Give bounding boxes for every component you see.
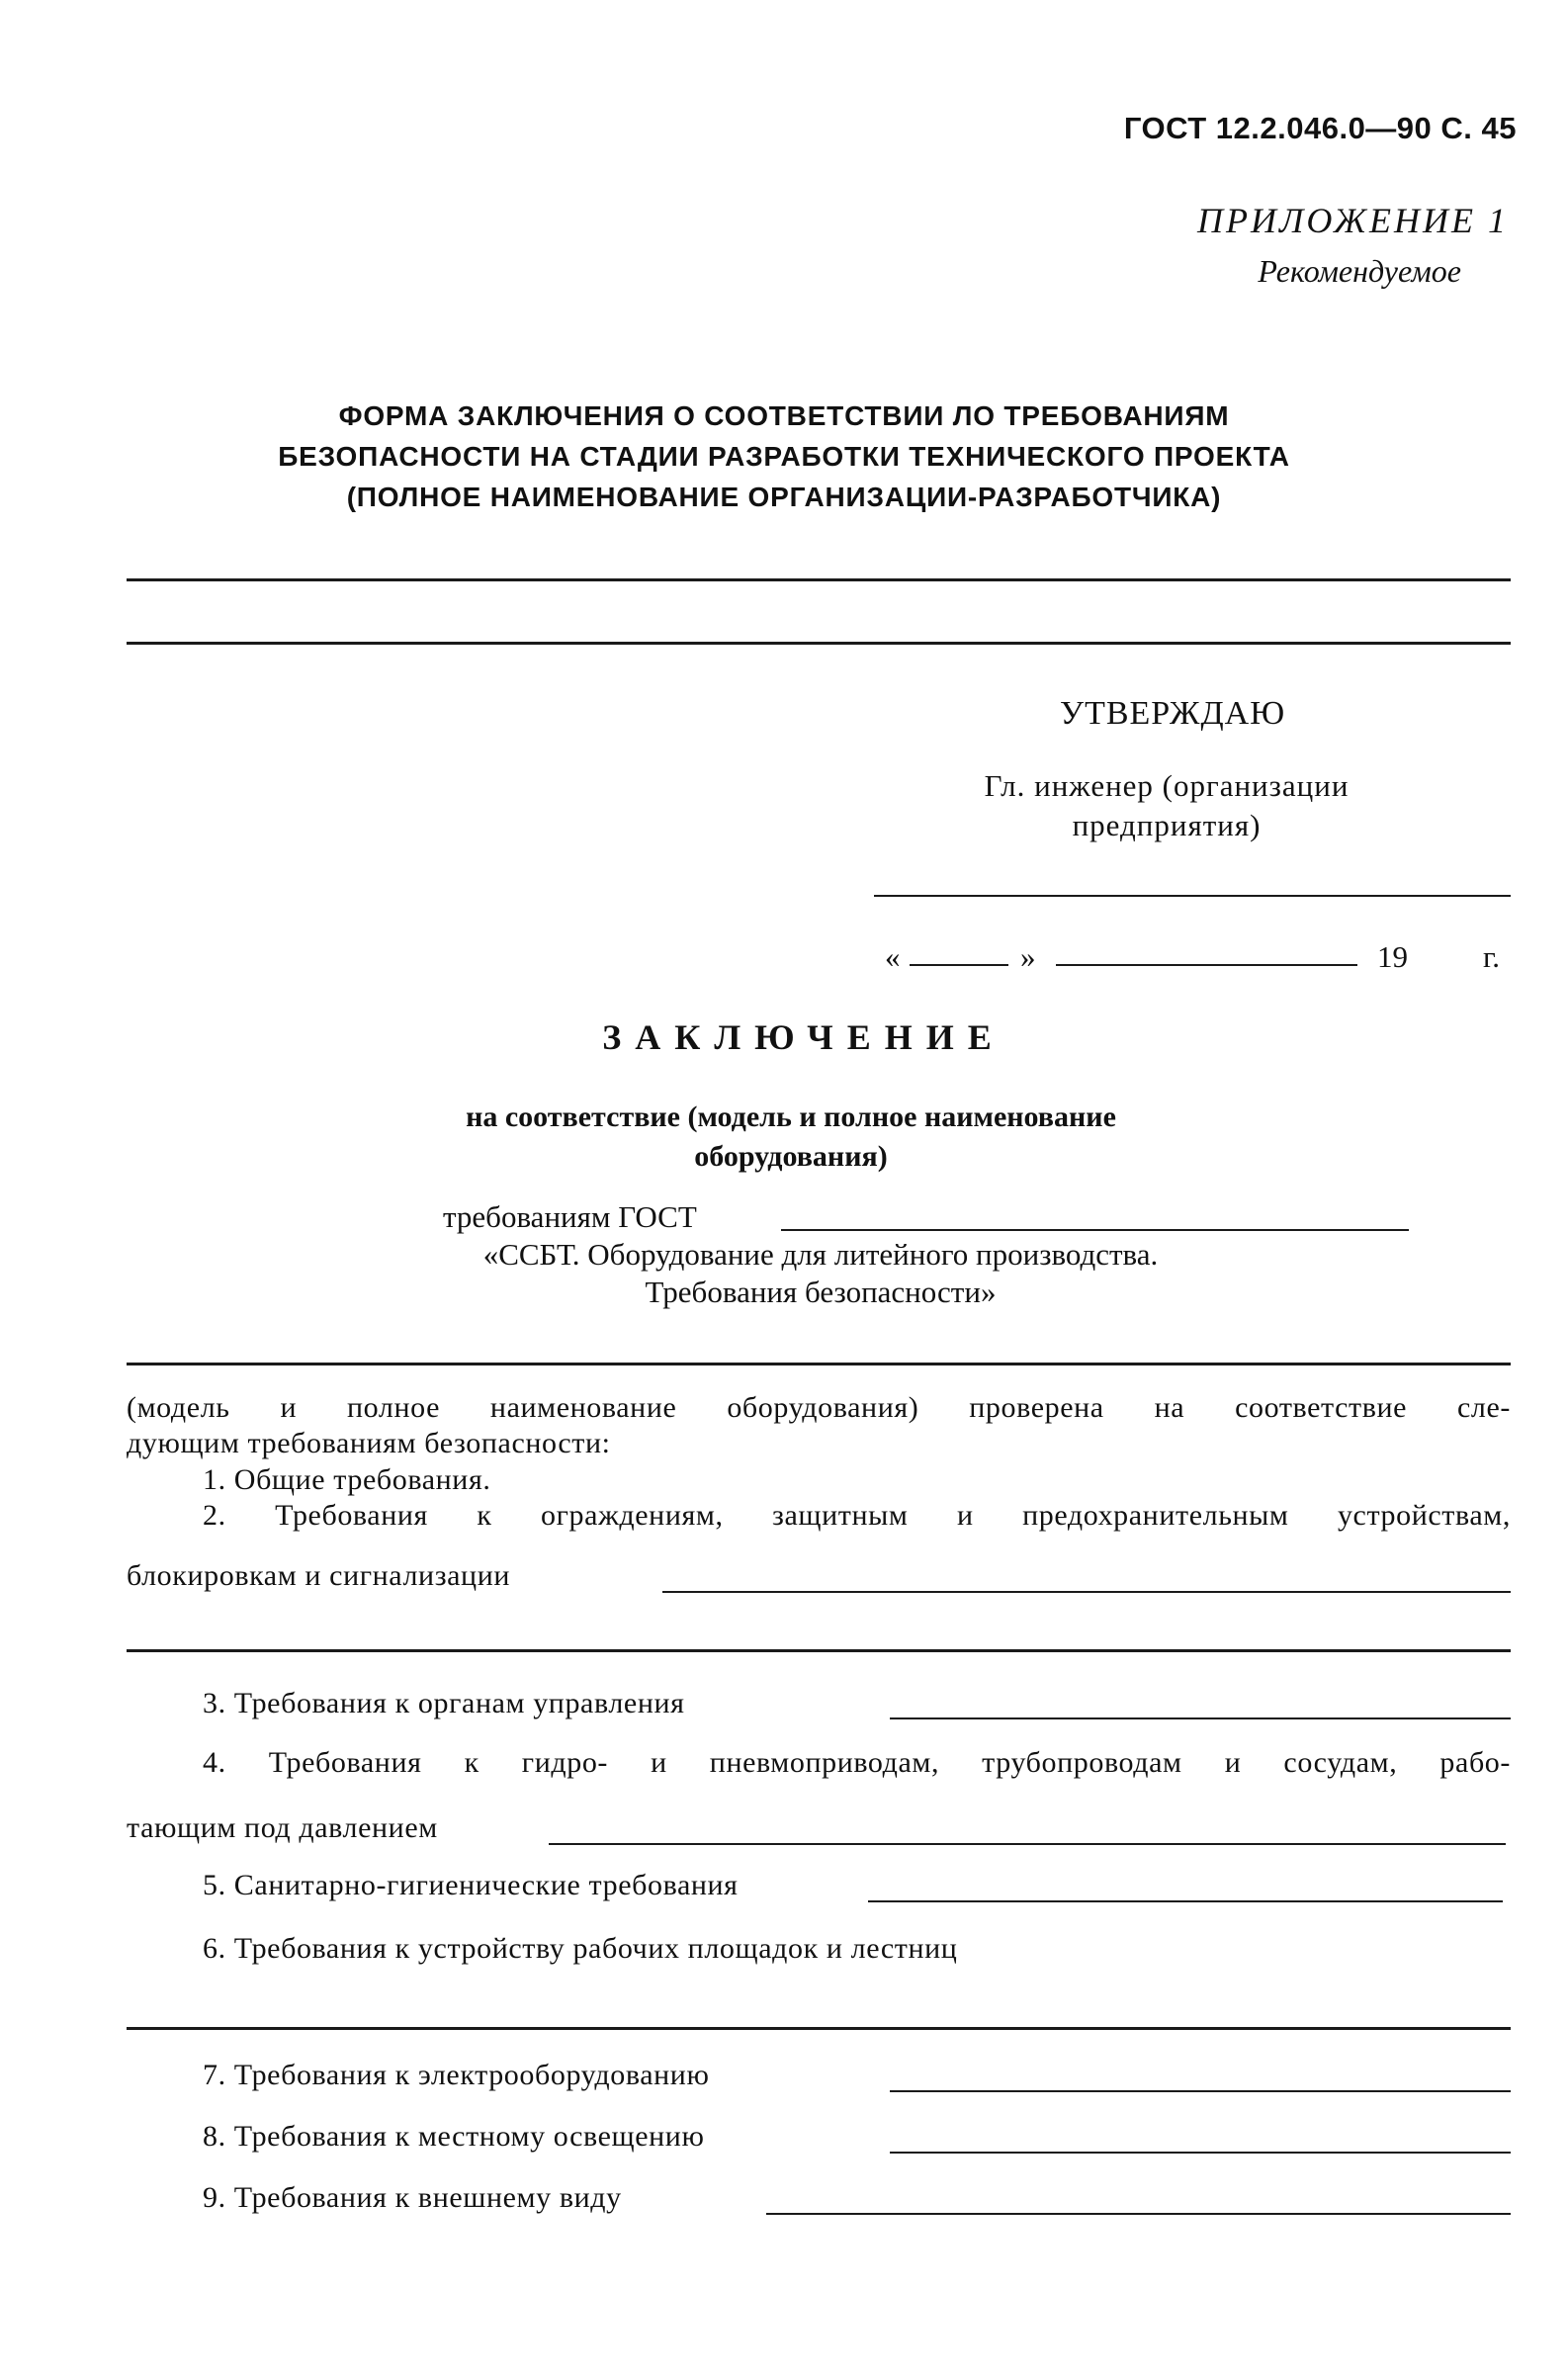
requirement-item-2-cont: блокировкам и сигнализации bbox=[127, 1559, 511, 1592]
standard-name-line: «ССБТ. Оборудование для литейного производства. bbox=[482, 1237, 1159, 1272]
organization-line bbox=[127, 578, 1511, 581]
requirement-item-7: 7. Требования к электрооборудованию bbox=[203, 2059, 710, 2091]
requirement-item-3: 3. Требования к органам управления bbox=[203, 1687, 685, 1719]
standard-name-line: Требования безопасности» bbox=[645, 1275, 997, 1309]
requirement-item-1: 1. Общие требования. bbox=[203, 1463, 491, 1496]
conclusion-subject-line: на соответствие (модель и полное наименование bbox=[466, 1100, 1116, 1133]
approver-position-line: Гл. инженер (организации bbox=[984, 768, 1350, 803]
requirement-item-4: 4. Требования к гидро- и пневмоприводам, трубопроводам и сосудам, рабо- bbox=[203, 1746, 1511, 1779]
conclusion-subject bbox=[297, 1098, 1285, 1177]
approval-heading: УТВЕРЖДАЮ bbox=[1060, 695, 1286, 732]
date-close-quote: » bbox=[1020, 939, 1036, 974]
conclusion-title: ЗАКЛЮЧЕНИЕ bbox=[602, 1017, 1005, 1057]
date-month-blank bbox=[1056, 964, 1357, 966]
requirement-item-6: 6. Требования к устройству рабочих площадок и лестниц bbox=[203, 1932, 958, 1965]
approver-position bbox=[890, 766, 1443, 845]
requirement-item-9: 9. Требования к внешнему виду bbox=[203, 2181, 622, 2214]
appendix-title: ПРИЛОЖЕНИЕ 1 bbox=[1197, 201, 1509, 240]
date-year-suffix: г. bbox=[1483, 939, 1500, 974]
requirement-item-4-cont: тающим под давлением bbox=[127, 1811, 438, 1844]
conclusion-subject-line: оборудования) bbox=[694, 1140, 888, 1173]
item-9-blank bbox=[766, 2213, 1511, 2215]
requirement-item-5: 5. Санитарно-гигиенические требования bbox=[203, 1869, 739, 1901]
requirements-label: требованиям ГОСТ bbox=[443, 1199, 697, 1234]
form-title-line: (ПОЛНОЕ НАИМЕНОВАНИЕ ОРГАНИЗАЦИИ-РАЗРАБОТЧИКА) bbox=[346, 482, 1222, 512]
requirement-item-2: 2. Требования к ограждениям, защитным и предохранительным устройствам, bbox=[203, 1499, 1511, 1532]
item-5-blank bbox=[868, 1900, 1503, 1902]
item-2-continuation-line bbox=[127, 1649, 1511, 1652]
item-7-blank bbox=[890, 2090, 1511, 2092]
intro-text: (модель и полное наименование оборудования) проверена на соответствие сле- bbox=[127, 1391, 1511, 1424]
item-3-blank bbox=[890, 1717, 1511, 1719]
form-title-line: БЕЗОПАСНОСТИ НА СТАДИИ РАЗРАБОТКИ ТЕХНИЧЕСКОГО ПРОЕКТА bbox=[278, 441, 1290, 472]
item-4-blank bbox=[549, 1843, 1506, 1845]
intro-text-cont: дующим требованиям безопасности: bbox=[127, 1427, 611, 1459]
form-title-line: ФОРМА ЗАКЛЮЧЕНИЯ О СООТВЕТСТВИИ ЛО ТРЕБОВАНИЯМ bbox=[338, 400, 1230, 431]
approver-position-line: предприятия) bbox=[1072, 808, 1262, 842]
item-8-blank bbox=[890, 2152, 1511, 2154]
equipment-line bbox=[127, 1363, 1511, 1365]
standard-name bbox=[297, 1236, 1345, 1311]
page-header: ГОСТ 12.2.046.0—90 С. 45 bbox=[1123, 111, 1517, 145]
item-2-blank bbox=[662, 1591, 1511, 1593]
date-open-quote: « bbox=[885, 939, 901, 974]
date-day-blank bbox=[910, 964, 1008, 966]
signature-line bbox=[874, 895, 1511, 897]
requirement-item-8: 8. Требования к местному освещению bbox=[203, 2120, 705, 2153]
item-6-continuation-line bbox=[127, 2027, 1511, 2030]
organization-line bbox=[127, 642, 1511, 645]
appendix-status: Рекомендуемое bbox=[1258, 253, 1461, 289]
form-title bbox=[198, 396, 1370, 517]
gost-number-blank bbox=[781, 1229, 1409, 1231]
date-year: 19 bbox=[1377, 939, 1408, 974]
